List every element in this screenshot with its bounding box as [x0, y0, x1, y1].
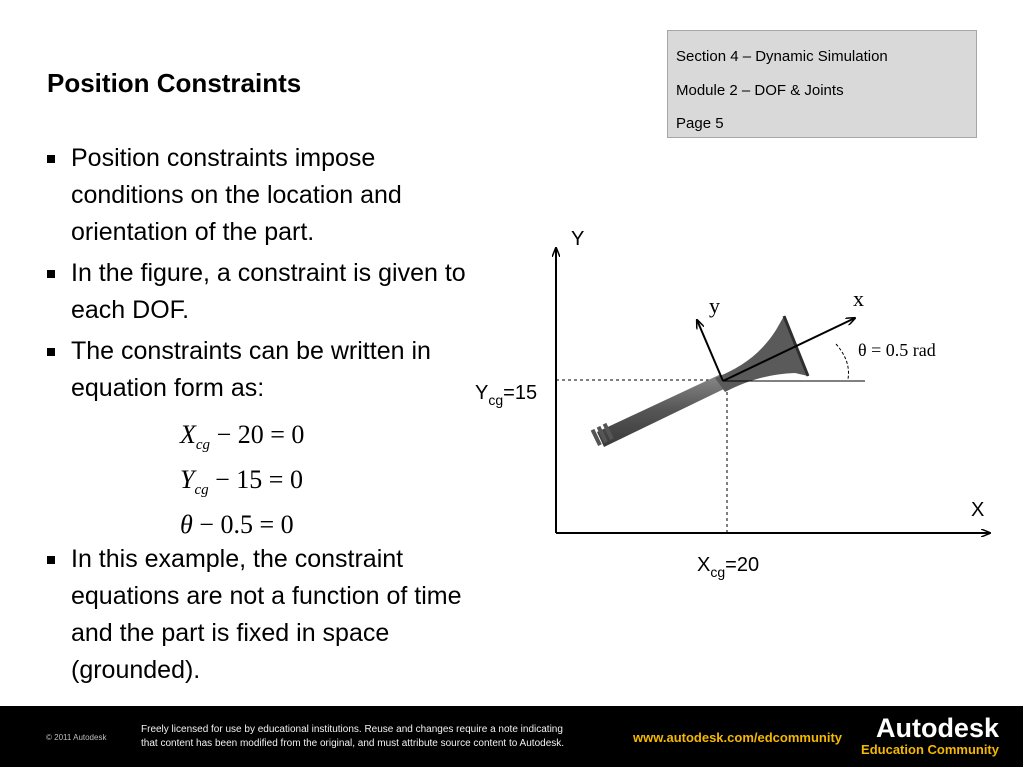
- equation-ycg: $Y_{cg} - 15 = 0$: [180, 465, 303, 499]
- brand-name: Autodesk: [875, 713, 999, 743]
- bullet-text: In this example, the constraint equations are not a function of time and the part is fixed in space (grounded).: [71, 545, 462, 684]
- global-y-label: Y: [571, 228, 585, 250]
- section-info-box: [667, 30, 977, 138]
- angle-arc: [836, 344, 849, 379]
- bullet-list: [47, 140, 467, 411]
- constraint-equations: [180, 420, 304, 555]
- angle-label: θ = 0.5 rad: [858, 340, 936, 360]
- bullet-item: [47, 140, 467, 251]
- equation-xcg: $X_{cg} - 20 = 0$: [180, 420, 305, 454]
- slide-title: Position Constraints: [47, 68, 302, 98]
- bullet-marker: [47, 155, 55, 163]
- page-label: Page 5: [676, 115, 724, 132]
- copyright-text: © 2011 Autodesk: [46, 733, 107, 742]
- bullet-item: [47, 255, 467, 329]
- ycg-label: $Y_{cg}=15$: [475, 382, 538, 408]
- bullet-item: [47, 333, 467, 407]
- bullet-text: Position constraints impose conditions on the location and orientation of the part.: [71, 144, 402, 246]
- bullet-text: The constraints can be written in equation form as:: [71, 337, 431, 402]
- valve-stem: [597, 374, 726, 447]
- edcommunity-link[interactable]: www.autodesk.com/edcommunity: [633, 730, 843, 745]
- autodesk-logo: [861, 714, 999, 757]
- bullet-marker: [47, 348, 55, 356]
- section-label: Section 4 – Dynamic Simulation: [676, 48, 888, 65]
- bullet-marker: [47, 270, 55, 278]
- valve-diagram: [470, 220, 1010, 590]
- bullet-text: In the figure, a constraint is given to each DOF.: [71, 259, 466, 324]
- footer-bar: [0, 706, 1023, 767]
- brand-subtitle: Education Community: [861, 742, 999, 757]
- local-y-label: y: [709, 293, 720, 318]
- local-y-axis: [697, 320, 723, 381]
- local-x-label: x: [853, 286, 864, 311]
- equation-theta: θ − 0.5 = 0: [180, 510, 294, 539]
- xcg-label: $X_{cg}=20$: [697, 554, 760, 580]
- module-label: Module 2 – DOF & Joints: [676, 81, 844, 99]
- global-axes: [556, 248, 990, 533]
- bullet-marker: [47, 556, 55, 564]
- license-text: Freely licensed for use by educational institutions. Reuse and changes require a note indicating that content has been modified from the original, and must attribute source content to Autodesk.: [141, 724, 565, 749]
- global-x-label: X: [971, 499, 985, 521]
- bullet-item: [47, 541, 501, 689]
